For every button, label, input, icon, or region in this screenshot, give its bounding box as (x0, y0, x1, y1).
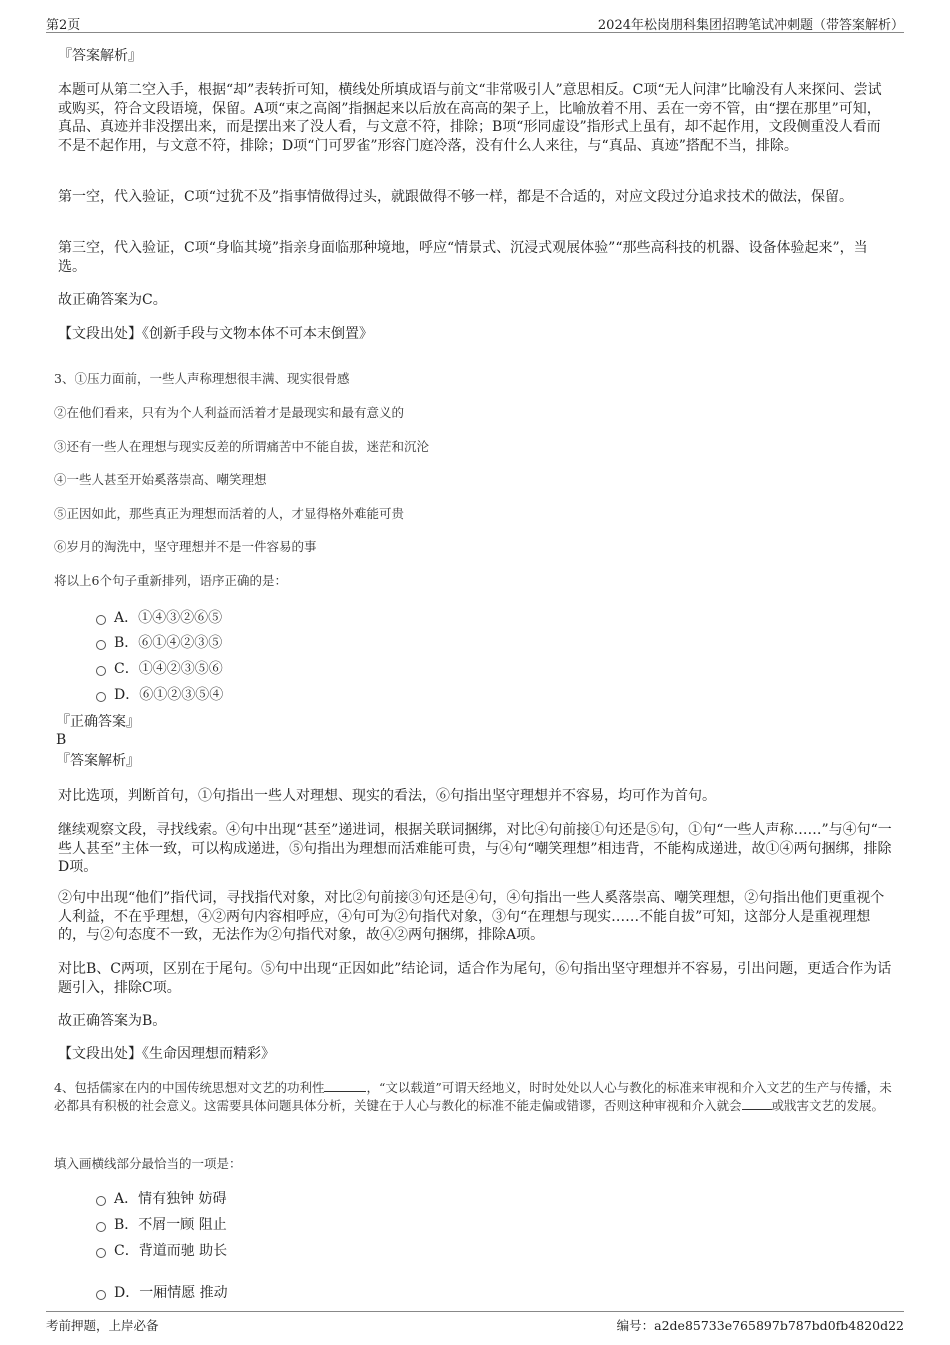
q3-option-b[interactable] (96, 634, 222, 652)
q3-analysis-p3: ②句中出现“他们”指代词，寻找指代对象，对比②句前接③句还是④句，④句指出一些人奚落崇高、嘲笑理想，②句指出他们更重视个人利益，不在乎理想，④②两句内容相呼应，④句可为②句指代对象，③句“在理想与现实……不能自拔”可知，这部分人是重视理想的，与②句态度不一致，无法作为②句指代对象，故④②两句捆绑，排除A项。 (58, 890, 885, 943)
q4-stem-part-2: ，“文以载道”可谓天经地义，时时处处以人心与教化的标准来审视和介入文艺的生产与传播，未必都具有积极的社会意义。这需要具体问题具体分析，关键在于人心与教化的标准不能走偏或错谬，否则这种审视和介入就会 (54, 1080, 892, 1113)
q2-source: 【文段出处】《创新手段与文物本体不可本末倒置》 (58, 326, 373, 342)
q2-analysis-p3: 第三空，代入验证，C项“身临其境”指亲身面临那种境地，呼应“情景式、沉浸式观展体验”“那些高科技的机器、设备体验起来”，当选。 (58, 240, 868, 275)
q4-option-b[interactable] (96, 1216, 227, 1234)
option-label: A．①④③②⑥⑤ (114, 610, 223, 626)
q3-analysis-p2: 继续观察文段，寻找线索。④句中出现“甚至”递进词，根据关联词捆绑，对比④句前接①句还是⑤句，①句“一些人声称……”与④句“一些人甚至”主体一致，可以构成递进，⑤句指出为理想而活难能可贵，与④句“嘲笑理想”相违背，不能构成递进，故①④两句捆绑，排除D项。 (58, 822, 892, 875)
q3-option-c[interactable] (96, 660, 223, 678)
radio-button-icon[interactable] (96, 1222, 106, 1232)
answer-blank (324, 1079, 366, 1092)
q4-option-d[interactable] (96, 1284, 228, 1302)
q3-analysis-p4: 对比B、C两项，区别在于尾句。⑤句中出现“正因如此”结论词，适合作为尾句，⑥句指出坚守理想并不容易，引出问题，更适合作为话题引入，排除C项。 (58, 961, 892, 996)
q4-option-a[interactable] (96, 1190, 227, 1208)
document-title: 2024年松岗朋科集团招聘笔试冲刺题（带答案解析） (597, 18, 904, 33)
document-id: 编号：a2de85733e765897b787bd0fb4820d22 (616, 1318, 904, 1333)
q2-analysis-p2: 第一空，代入验证，C项“过犹不及”指事情做得过头，就跟做得不够一样，都是不合适的，对应文段过分追求技术的做法，保留。 (58, 189, 854, 205)
q3-answer-conclusion: 故正确答案为B。 (58, 1013, 167, 1029)
option-label: B．⑥①④②③⑤ (114, 635, 223, 651)
q2-analysis-p1: 本题可从第二空入手，根据“却”表转折可知，横线处所填成语与前文“非常吸引人”意思相反。C项“无人问津”比喻没有人来探问、尝试或购买，符合文段语境，保留。A项“束之高阁”指捆起来以后放在高高的架子上，比喻放着不用、丢在一旁不管，由“摆在那里”可知，真品、真迹并非没摆出来，而是摆出来了没人看，与文意不符，排除；B项“形同虚设”指形式上虽有，却不起作用，文段侧重没人看而不是不起作用，与文意不符，排除；D项“门可罗雀”形容门庭冷落，没有什么人来往，与“真品、真迹”搭配不当，排除。 (58, 82, 882, 154)
footer-slogan: 考前押题，上岸必备 (46, 1318, 159, 1333)
radio-button-icon[interactable] (96, 1290, 106, 1300)
radio-button-icon[interactable] (96, 615, 106, 625)
q3-analysis-p1: 对比选项，判断首句，①句指出一些人对理想、现实的看法，⑥句指出坚守理想并不容易，均可作为首句。 (58, 788, 716, 804)
option-label: D．一厢情愿 推动 (114, 1285, 228, 1301)
q2-analysis-label: 『答案解析』 (58, 48, 142, 64)
page-header (46, 12, 904, 33)
q4-stem-part-3: 或戕害文艺的发展。 (771, 1098, 885, 1113)
q3-sentence-2: ②在他们看来，只有为个人利益而活着才是最现实和最有意义的 (54, 405, 405, 420)
radio-button-icon[interactable] (96, 640, 106, 650)
q2-answer-conclusion: 故正确答案为C。 (58, 292, 167, 308)
option-label: C．①④②③⑤⑥ (114, 661, 223, 677)
q3-answer-label: 『正确答案』 (56, 714, 140, 730)
q4-option-c[interactable] (96, 1242, 227, 1260)
radio-button-icon[interactable] (96, 666, 106, 676)
q4-stem (54, 1079, 900, 1115)
option-label: C．背道而驰 助长 (114, 1243, 228, 1259)
q3-source: 【文段出处】《生命因理想而精彩》 (58, 1046, 275, 1062)
q3-sentence-5: ⑤正因如此，那些真正为理想而活着的人，才显得格外难能可贵 (54, 506, 405, 521)
q4-prompt: 填入画横线部分最恰当的一项是： (54, 1156, 242, 1171)
radio-button-icon[interactable] (96, 692, 106, 702)
option-label: A．情有独钟 妨碍 (114, 1191, 227, 1207)
page-footer (46, 1311, 904, 1334)
option-label: B．不屑一顾 阻止 (114, 1217, 227, 1233)
radio-button-icon[interactable] (96, 1248, 106, 1258)
q3-sentence-6: ⑥岁月的淘洗中，坚守理想并不是一件容易的事 (54, 539, 317, 554)
q4-stem-part-1: 4、包括儒家在内的中国传统思想对文艺的功利性 (54, 1080, 325, 1095)
q3-sentence-3: ③还有一些人在理想与现实反差的所谓痛苦中不能自拔，迷茫和沉沦 (54, 439, 430, 454)
q3-sentence-1: 3、①压力面前，一些人声称理想很丰满、现实很骨感 (54, 371, 350, 386)
q3-answer: B (56, 732, 67, 748)
answer-blank (742, 1097, 772, 1110)
q3-option-a[interactable] (96, 609, 222, 627)
q3-option-d[interactable] (96, 686, 223, 704)
q3-analysis-label: 『答案解析』 (56, 753, 140, 769)
q3-sentence-4: ④一些人甚至开始奚落崇高、嘲笑理想 (54, 472, 267, 487)
option-label: D．⑥①②③⑤④ (114, 687, 224, 703)
page-number: 第2页 (46, 18, 81, 33)
radio-button-icon[interactable] (96, 1196, 106, 1206)
q3-prompt: 将以上6个句子重新排列，语序正确的是： (54, 573, 287, 588)
